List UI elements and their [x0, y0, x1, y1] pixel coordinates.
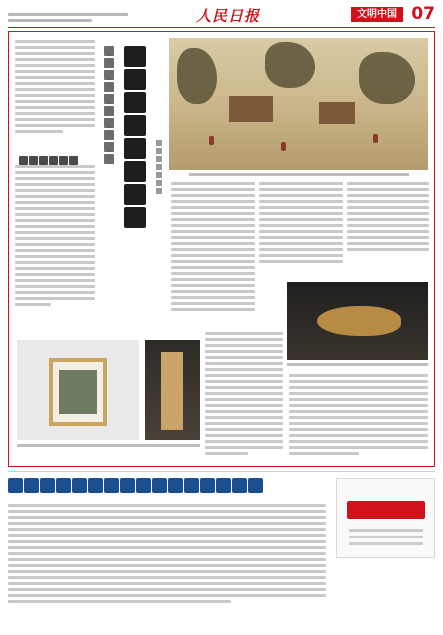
article-column-3: [259, 182, 343, 266]
painting-figure-shape: [373, 134, 378, 143]
article-column-5: [289, 374, 428, 458]
feature-article: [8, 31, 435, 467]
bottom-article-body: [8, 504, 326, 606]
vertical-headline: [121, 46, 149, 232]
newspaper-logo: 人民日报: [196, 7, 261, 25]
guqin-exhibit-photo: [145, 340, 200, 440]
painting-tree-shape: [359, 52, 415, 104]
bronze-exhibit-photo: [287, 282, 428, 360]
article-column-4: [347, 182, 429, 254]
article-column-1: [15, 40, 95, 136]
vertical-subtitle: [102, 46, 116, 172]
article-column-2-lower: [205, 332, 283, 458]
painting-pavilion-shape: [229, 96, 273, 122]
painting-tree-shape: [177, 48, 217, 104]
article-column-1-lower: [15, 165, 95, 309]
article-subheading: [19, 150, 79, 160]
masthead: [8, 4, 435, 26]
painting-figure-shape: [281, 142, 286, 151]
advertisement-text: [349, 529, 423, 549]
advertisement-box: [336, 478, 435, 558]
bottom-divider: [8, 471, 435, 472]
masthead-date-text: [8, 10, 128, 20]
article-column-2: [171, 182, 255, 314]
museum-exhibit-photo: [17, 340, 139, 440]
vertical-byline: [155, 140, 163, 200]
painting-caption: [189, 173, 409, 176]
advertisement-banner: [347, 501, 425, 519]
painting-image: [169, 38, 428, 170]
painting-tree-shape: [265, 42, 315, 88]
masthead-rule: [8, 27, 435, 28]
painting-pavilion-shape: [319, 102, 355, 124]
section-label: 文明中国: [351, 7, 403, 22]
photo-caption: [17, 444, 200, 447]
bronze-photo-caption: [287, 363, 428, 366]
bottom-article-headline: [8, 478, 294, 496]
painting-figure-shape: [209, 136, 214, 145]
page-number: 07: [411, 4, 435, 24]
